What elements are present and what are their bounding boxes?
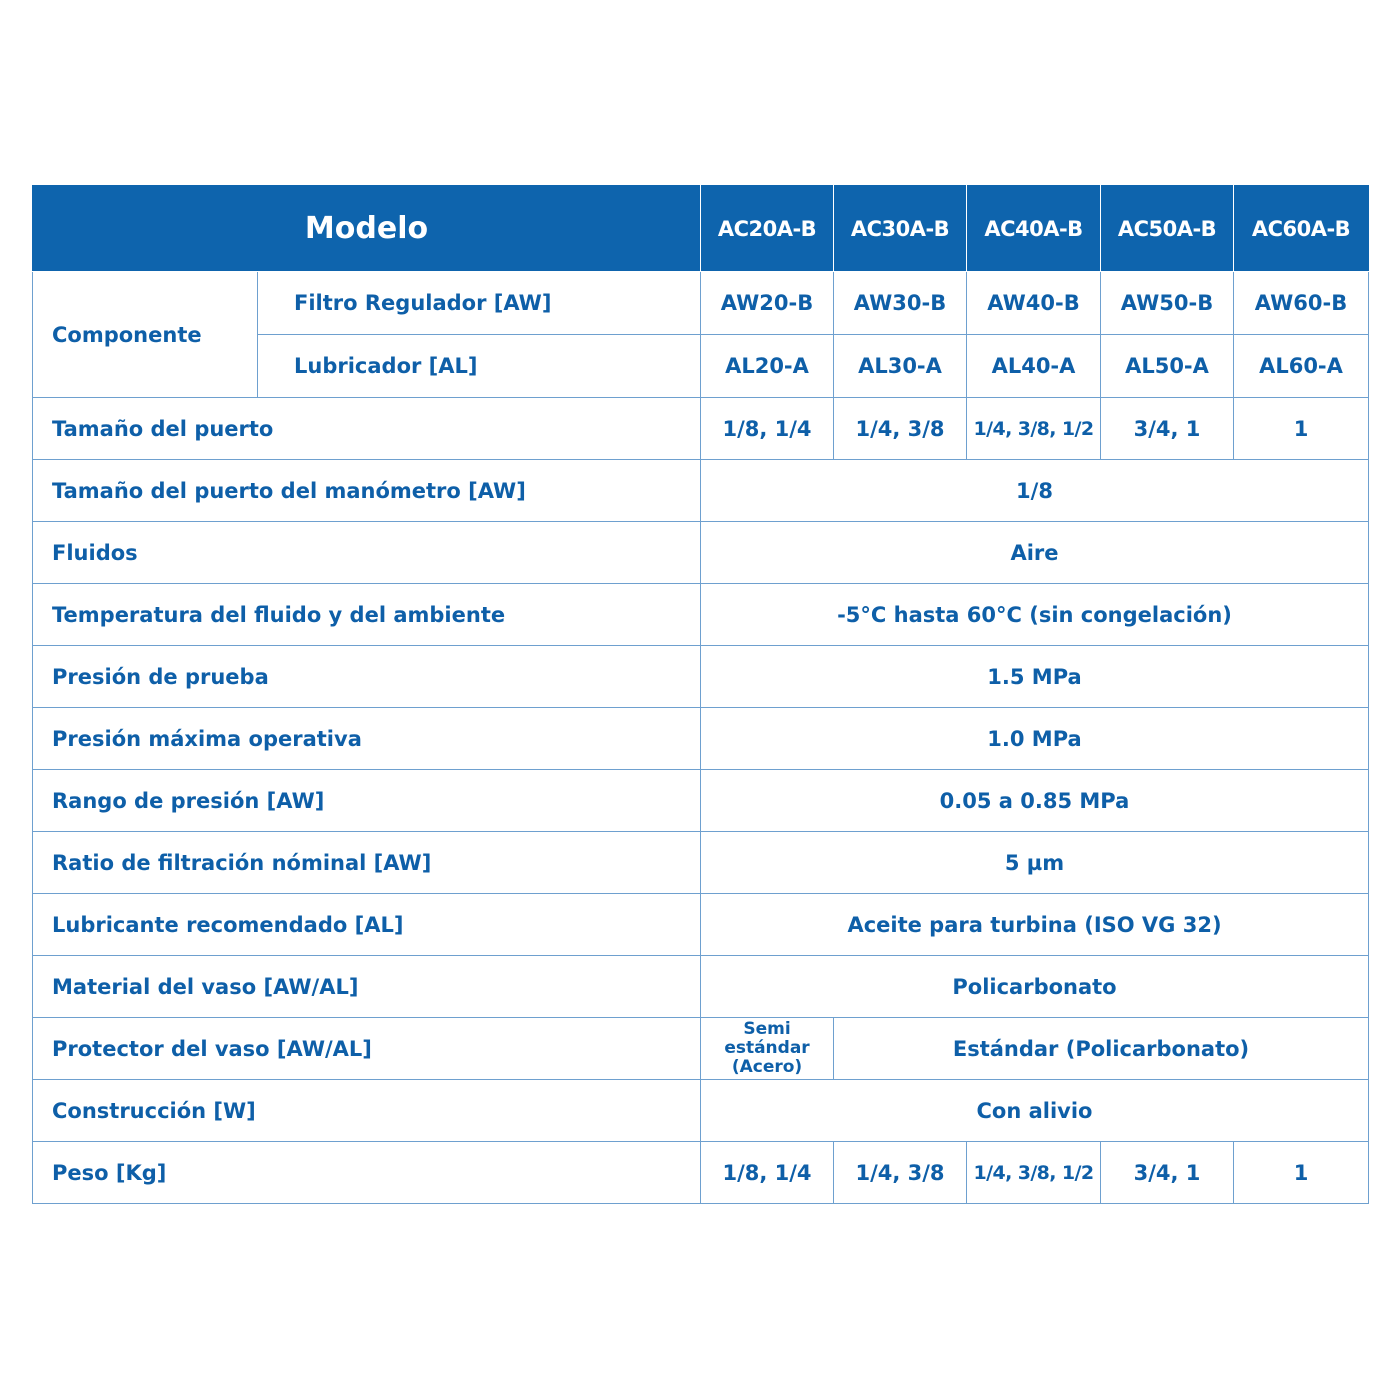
row-bowl-material: [33, 956, 1369, 1018]
bowl-guard-first-value: Semi estándar (Acero): [701, 1018, 834, 1080]
lubricator-value: AL30-A: [834, 335, 967, 398]
filter-value: AW50-B: [1101, 272, 1234, 335]
filter-value: AW20-B: [701, 272, 834, 335]
lubricator-value: AL40-A: [967, 335, 1101, 398]
weight-value: 1/4, 3/8, 1/2: [967, 1142, 1101, 1204]
bowl-guard-label: Protector del vaso [AW/AL]: [33, 1018, 701, 1080]
row-filter-regulator: [33, 272, 1369, 335]
weight-value: 3/4, 1: [1101, 1142, 1234, 1204]
model-ac60a-b: AC60A-B: [1234, 186, 1369, 272]
temperature-label: Temperatura del fluido y del ambiente: [33, 584, 701, 646]
temperature-value: -5°C hasta 60°C (sin congelación): [701, 584, 1369, 646]
lubricant-value: Aceite para turbina (ISO VG 32): [701, 894, 1369, 956]
lubricator-value: AL20-A: [701, 335, 834, 398]
fluids-value: Aire: [701, 522, 1369, 584]
filter-regulator-label: Filtro Regulador [AW]: [258, 272, 701, 335]
model-ac50a-b: AC50A-B: [1101, 186, 1234, 272]
weight-value: 1/4, 3/8: [834, 1142, 967, 1204]
model-ac40a-b: AC40A-B: [967, 186, 1101, 272]
lubricator-value: AL50-A: [1101, 335, 1234, 398]
bowl-guard-rest-value: Estándar (Policarbonato): [834, 1018, 1369, 1080]
row-fluids: [33, 522, 1369, 584]
row-construction: [33, 1080, 1369, 1142]
bowl-material-label: Material del vaso [AW/AL]: [33, 956, 701, 1018]
port-size-value: 1/4, 3/8: [834, 398, 967, 460]
component-label: Componente: [33, 272, 258, 398]
weight-value: 1/8, 1/4: [701, 1142, 834, 1204]
port-size-value: 1/8, 1/4: [701, 398, 834, 460]
model-header: Modelo: [33, 186, 701, 272]
filter-value: AW40-B: [967, 272, 1101, 335]
fluids-label: Fluidos: [33, 522, 701, 584]
lubricator-value: AL60-A: [1234, 335, 1369, 398]
filtration-value: 5 µm: [701, 832, 1369, 894]
row-filtration: [33, 832, 1369, 894]
row-weight: [33, 1142, 1369, 1204]
lubricant-label: Lubricante recomendado [AL]: [33, 894, 701, 956]
filter-value: AW60-B: [1234, 272, 1369, 335]
port-size-value: 3/4, 1: [1101, 398, 1234, 460]
row-temperature: [33, 584, 1369, 646]
model-ac30a-b: AC30A-B: [834, 186, 967, 272]
row-gauge-port: [33, 460, 1369, 522]
bowl-material-value: Policarbonato: [701, 956, 1369, 1018]
port-size-label: Tamaño del puerto: [33, 398, 701, 460]
model-ac20a-b: AC20A-B: [701, 186, 834, 272]
row-max-pressure: [33, 708, 1369, 770]
lubricator-label: Lubricador [AL]: [258, 335, 701, 398]
filter-value: AW30-B: [834, 272, 967, 335]
max-pressure-label: Presión máxima operativa: [33, 708, 701, 770]
proof-pressure-label: Presión de prueba: [33, 646, 701, 708]
filtration-label: Ratio de filtración nóminal [AW]: [33, 832, 701, 894]
gauge-port-label: Tamaño del puerto del manómetro [AW]: [33, 460, 701, 522]
specifications-table: [32, 185, 1369, 1204]
row-bowl-guard: [33, 1018, 1369, 1080]
weight-label: Peso [Kg]: [33, 1142, 701, 1204]
port-size-value: 1: [1234, 398, 1369, 460]
construction-value: Con alivio: [701, 1080, 1369, 1142]
gauge-port-value: 1/8: [701, 460, 1369, 522]
construction-label: Construcción [W]: [33, 1080, 701, 1142]
pressure-range-label: Rango de presión [AW]: [33, 770, 701, 832]
row-proof-pressure: [33, 646, 1369, 708]
header-row: [33, 186, 1369, 272]
max-pressure-value: 1.0 MPa: [701, 708, 1369, 770]
port-size-value: 1/4, 3/8, 1/2: [967, 398, 1101, 460]
row-lubricant: [33, 894, 1369, 956]
pressure-range-value: 0.05 a 0.85 MPa: [701, 770, 1369, 832]
proof-pressure-value: 1.5 MPa: [701, 646, 1369, 708]
row-pressure-range: [33, 770, 1369, 832]
row-port-size: [33, 398, 1369, 460]
weight-value: 1: [1234, 1142, 1369, 1204]
